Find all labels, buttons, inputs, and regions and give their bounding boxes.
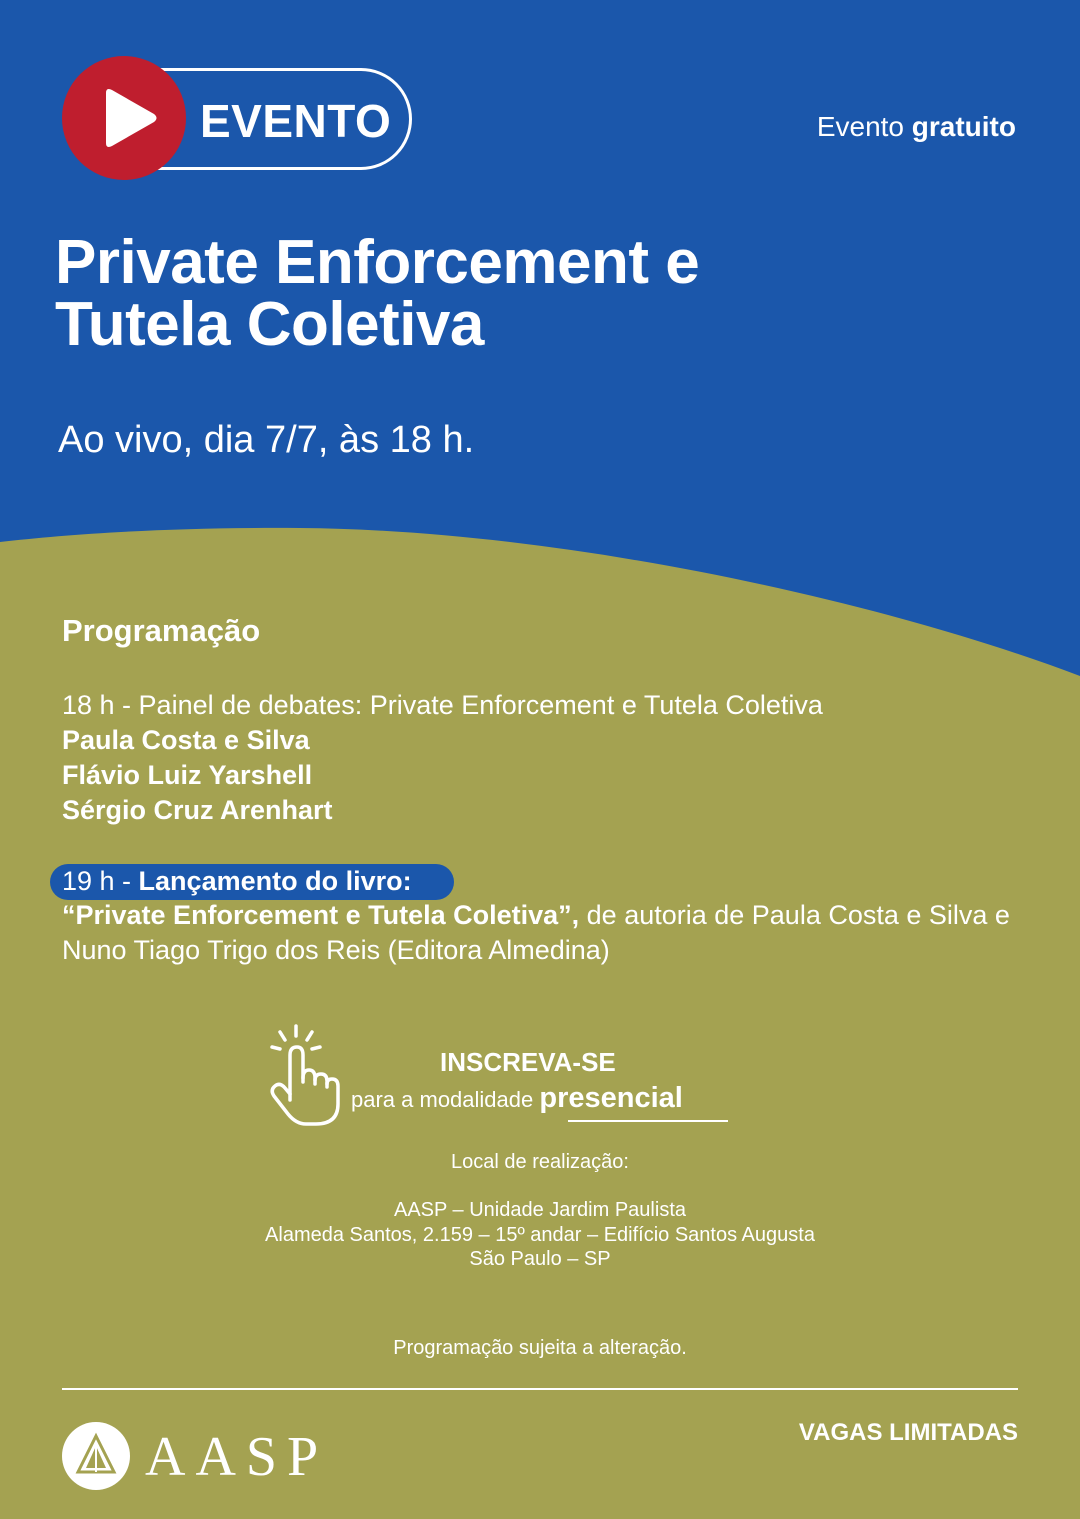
book-desc: de autoria de Paula Costa e Silva e Nuno Tiago Trigo dos Reis (Editora Almedina)	[62, 900, 1010, 965]
free-event-label	[817, 110, 1016, 144]
venue-line-2: Alameda Santos, 2.159 – 15º andar – Edifício Santos Augusta	[265, 1224, 815, 1246]
cta-underline	[568, 1120, 728, 1122]
tap-hand-icon[interactable]	[266, 1020, 346, 1135]
disclaimer: Programação sujeita a alteração.	[393, 1337, 687, 1359]
event-subtitle: Ao vivo, dia 7/7, às 18 h.	[58, 419, 475, 461]
free-prefix: Evento	[816, 111, 904, 142]
free-bold: gratuito	[911, 111, 1016, 142]
venue-line-3: São Paulo – SP	[469, 1248, 611, 1270]
cta-title[interactable]: INSCREVA-SE	[440, 1047, 616, 1077]
launch-time: 19 h -	[62, 866, 139, 896]
title-line-1: Private Enforcement e	[55, 228, 700, 297]
book-description	[62, 898, 1022, 968]
cta-sub-prefix: para a modalidade	[351, 1087, 540, 1112]
venue-label: Local de realização:	[451, 1151, 629, 1173]
event-title	[55, 228, 1015, 359]
launch-line	[62, 864, 412, 899]
launch-label: Lançamento do livro:	[138, 866, 412, 896]
limited-spots-label: VAGAS LIMITADAS	[798, 1419, 1018, 1446]
badge-label: EVENTO	[200, 95, 392, 147]
panel-line: 18 h - Painel de debates: Private Enforcement e Tutela Coletiva	[62, 690, 823, 720]
cta-subtitle[interactable]	[351, 1082, 683, 1116]
footer-divider	[62, 1388, 1018, 1390]
cta-sub-bold: presencial	[539, 1082, 683, 1114]
speaker-3: Sérgio Cruz Arenhart	[62, 795, 333, 825]
speaker-1: Paula Costa e Silva	[62, 725, 310, 755]
title-line-2: Tutela Coletiva	[55, 290, 484, 359]
venue-line-1: AASP – Unidade Jardim Paulista	[393, 1199, 686, 1221]
aasp-logo-text: AASP	[145, 1426, 329, 1488]
play-icon	[62, 56, 186, 180]
book-title: “Private Enforcement e Tutela Coletiva”,	[62, 900, 580, 930]
aasp-emblem-icon	[62, 1422, 130, 1490]
speaker-2: Flávio Luiz Yarshell	[62, 760, 313, 790]
program-heading: Programação	[62, 613, 261, 648]
